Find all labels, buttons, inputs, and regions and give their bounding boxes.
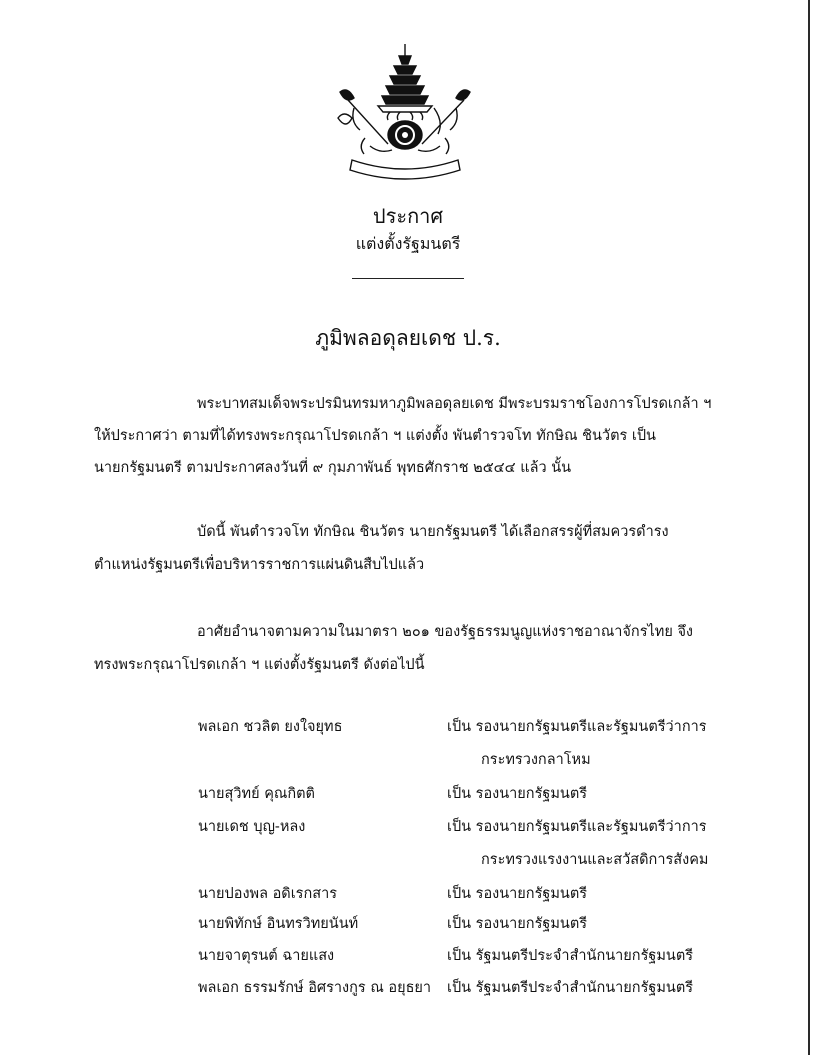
- appointee-name: พลเอก ธรรมรักษ์ อิศรางกูร ณ อยุธยา: [198, 980, 432, 996]
- royal-signature-name: ภูมิพลอดุลยเดช ป.ร.: [315, 326, 501, 350]
- paragraph-1-line-1: พระบาทสมเด็จพระปรมินทรมหาภูมิพลอดุลยเดช มีพระบรมราชโองการโปรดเกล้า ฯ: [197, 396, 712, 412]
- appointee-position: เป็น รัฐมนตรีประจำสำนักนายกรัฐมนตรี: [447, 948, 694, 964]
- appointee-position: เป็น รองนายกรัฐมนตรี: [447, 786, 588, 802]
- appointee-position: เป็น รองนายกรัฐมนตรีและรัฐมนตรีว่าการ: [447, 719, 707, 735]
- appointee-position-continued: กระทรวงกลาโหม: [481, 752, 591, 768]
- paragraph-3-line-2: ทรงพระกรุณาโปรดเกล้า ฯ แต่งตั้งรัฐมนตรี ดังต่อไปนี้: [94, 657, 425, 673]
- page-edge: [808, 0, 810, 1055]
- announcement-title: ประกาศ: [372, 204, 444, 228]
- appointee-name: นายพิทักษ์ อินทรวิทยนันท์: [198, 916, 359, 932]
- royal-emblem-icon: [330, 42, 480, 182]
- appointee-position: เป็น รองนายกรัฐมนตรี: [447, 886, 588, 902]
- announcement-subtitle: แต่งตั้งรัฐมนตรี: [355, 234, 461, 253]
- title-divider: [352, 278, 464, 279]
- paragraph-2-line-2: ตำแหน่งรัฐมนตรีเพื่อบริหารราชการแผ่นดินสืบไปแล้ว: [94, 557, 425, 573]
- appointee-name: นายปองพล อดิเรกสาร: [198, 886, 338, 902]
- paragraph-1-line-3: นายกรัฐมนตรี ตามประกาศลงวันที่ ๙ กุมภาพันธ์ พุทธศักราช ๒๕๔๔ แล้ว นั้น: [94, 460, 572, 476]
- paragraph-3-line-1: อาศัยอำนาจตามความในมาตรา ๒๐๑ ของรัฐธรรมนูญแห่งราชอาณาจักรไทย จึง: [197, 624, 694, 640]
- appointee-position-continued: กระทรวงแรงงานและสวัสดิการสังคม: [481, 852, 709, 868]
- paragraph-2-line-1: บัดนี้ พันตำรวจโท ทักษิณ ชินวัตร นายกรัฐมนตรี ได้เลือกสรรผู้ที่สมควรดำรง: [197, 524, 669, 540]
- appointee-name: นายเดช บุญ-หลง: [198, 819, 306, 835]
- appointee-name: พลเอก ชวลิต ยงใจยุทธ: [198, 719, 343, 735]
- appointee-name: นายจาตุรนต์ ฉายแสง: [198, 948, 335, 964]
- appointee-position: เป็น รัฐมนตรีประจำสำนักนายกรัฐมนตรี: [447, 980, 694, 996]
- appointee-position: เป็น รองนายกรัฐมนตรี: [447, 916, 588, 932]
- appointee-position: เป็น รองนายกรัฐมนตรีและรัฐมนตรีว่าการ: [447, 819, 707, 835]
- paragraph-1-line-2: ให้ประกาศว่า ตามที่ได้ทรงพระกรุณาโปรดเกล้า ฯ แต่งตั้ง พันตำรวจโท ทักษิณ ชินวัตร เป็น: [94, 428, 656, 444]
- appointee-name: นายสุวิทย์ คุณกิตติ: [198, 786, 315, 802]
